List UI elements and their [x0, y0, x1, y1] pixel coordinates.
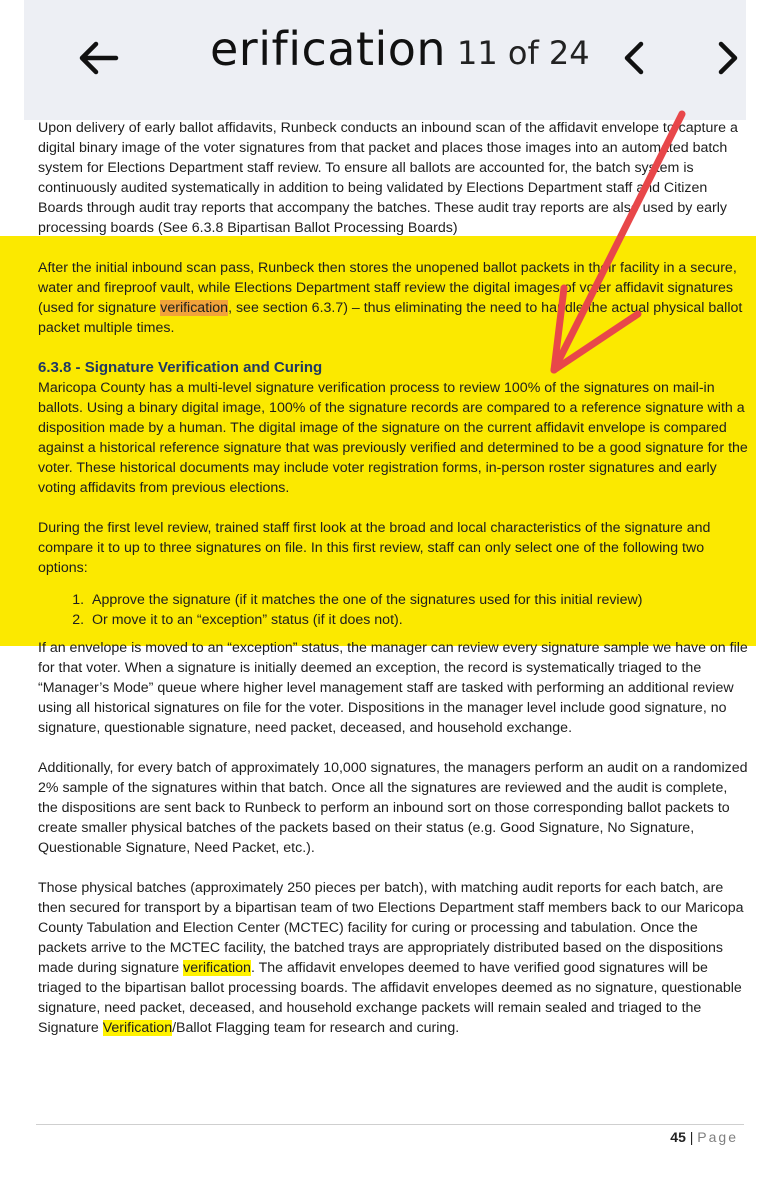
page-separator: | — [689, 1129, 694, 1145]
arrow-left-icon — [76, 36, 120, 80]
paragraph-text: . The affidavit envelopes deemed to have verified good signatures will be triaged to the bipartisan ballot processing boards. The affidavit envelopes deemed as no signature, questionable signature, need packet, deceased, and household exchange packets will remain sealed and triaged to the Signature — [38, 960, 742, 1036]
paragraph-text: , see section 6.3.7) – thus eliminating the need to handle the actual physical ballot packet multiple times. — [38, 300, 743, 336]
current-match-highlight[interactable]: verification — [160, 300, 229, 316]
search-query[interactable]: erification — [210, 22, 447, 76]
page-footer — [670, 1129, 738, 1145]
back-button[interactable] — [68, 28, 128, 88]
paragraph-physical-batches — [38, 878, 748, 1038]
paragraph-multi-level: Maricopa County has a multi-level signature verification process to review 100% of the signatures on mail-in ballots. Using a binary digital image, 100% of the signature records are compared to a reference signature with a disposition made by a human. The digital image of the signature on the current affidavit envelope is compared against a historical reference signature that was previously verified and determined to be a good signature for the voter. These historical documents may include voter registration forms, in-person roster signatures and early voting affidavits from previous elections. — [38, 380, 748, 496]
paragraph-text: Those physical batches (approximately 250 pieces per batch), with matching audit reports for each batch, are then secured for transport by a bipartisan team of two Elections Department staff members back to our Maricopa County Tabulation and Election Center (MCTEC) facility for curing or processing and tabulation. Once the packets arrive to the MCTEC facility, the batched trays are appropriately distributed based on the dispositions made during signature — [38, 880, 744, 976]
paragraph-audit: Additionally, for every batch of approximately 10,000 signatures, the managers perform an audit on a randomized 2% sample of the signatures within that batch. Once all the signatures are reviewed and the audit is complete, the dispositions are sent back to Runbeck to perform an inbound sort on those corresponding ballot packets to create smaller physical batches of the packets based on their status (e.g. Good Signature, No Signature, Questionable Signature, Need Packet, etc.). — [38, 760, 748, 856]
chevron-left-icon — [619, 38, 649, 78]
match-counter: 11 of 24 — [457, 34, 590, 72]
footer-divider — [36, 1124, 744, 1125]
paragraph-text: After the initial inbound scan pass, Runbeck then stores the unopened ballot packets in their facility in a secure, water and fireproof vault, while Elections Department staff review the digital images of voter affidavit signatures (used for signature — [38, 260, 737, 316]
list-item: 2. Or move it to an “exception” status (if it does not). — [88, 610, 748, 630]
match-highlight[interactable]: verification — [183, 960, 251, 976]
paragraph-text: /Ballot Flagging team for research and curing. — [172, 1020, 460, 1036]
section-heading: 6.3.8 - Signature Verification and Curing — [38, 359, 323, 376]
chevron-right-icon — [713, 38, 743, 78]
paragraph-inbound-scan: Upon delivery of early ballot affidavits, Runbeck conducts an inbound scan of the affidavit envelope to capture a digital binary image of the voter signatures from that packet and places those images into an automated batch system for Elections Department staff review. To ensure all ballots are accounted for, the batch system is continuously audited systematically in addition to being validated by Elections Department staff and Citizen Boards through audit tray reports that accompany the batches. These audit tray reports are also used by early processing boards (See 6.3.8 Bipartisan Ballot Processing Boards) — [38, 120, 738, 236]
next-match-button[interactable] — [700, 30, 756, 86]
paragraph-first-level: During the first level review, trained staff first look at the broad and local characteristics of the signature and compare it to up to three signatures on file. In this first review, staff can only select one of the following two options: — [38, 520, 711, 576]
match-highlight[interactable]: Verification — [102, 1020, 173, 1036]
section-6-3-8 — [38, 358, 748, 630]
paragraph-storage — [38, 258, 748, 338]
find-bar — [24, 0, 746, 120]
document-page — [38, 118, 748, 1058]
paragraph-exception: If an envelope is moved to an “exception” status, the manager can review every signature sample we have on file for that voter. When a signature is initially deemed an exception, the record is systematically triaged to the “Manager’s Mode” queue where higher level management staff are tasked with performing an additional review using all historical signatures on file for the voter. Dispositions in the manager level include good signature, no signature, questionable signature, need packet, deceased, and household exchange. — [38, 640, 748, 736]
previous-match-button[interactable] — [606, 30, 662, 86]
page-number: 45 — [670, 1129, 686, 1145]
list-item: 1. Approve the signature (if it matches the one of the signatures used for this initial review) — [88, 590, 748, 610]
page-label: Page — [697, 1129, 738, 1145]
options-list — [38, 590, 748, 630]
